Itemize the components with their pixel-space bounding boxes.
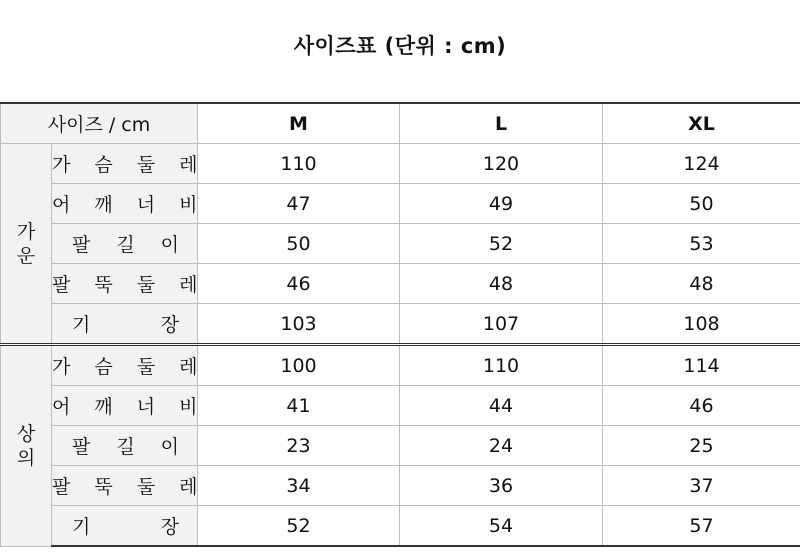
value-cell: 41 (198, 386, 400, 426)
measure-label: 팔 뚝 둘 레 (52, 466, 198, 506)
table-row (1, 386, 800, 426)
header-label-cell: 사이즈 / cm (1, 103, 198, 144)
table-row (1, 426, 800, 466)
measure-label: 팔 길 이 (52, 426, 198, 466)
size-table (0, 102, 800, 547)
value-cell: 23 (198, 426, 400, 466)
group-label-outerwear (1, 144, 52, 345)
header-size-l: L (400, 103, 603, 144)
group-label-top (1, 345, 52, 547)
value-cell: 25 (603, 426, 800, 466)
value-cell: 24 (400, 426, 603, 466)
measure-label: 기 장 (52, 304, 198, 345)
group-label-line: 운 (16, 244, 36, 267)
page-title: 사이즈표 (단위 : cm) (293, 34, 507, 58)
table-row (1, 224, 800, 264)
measure-label: 가 슴 둘 레 (52, 345, 198, 386)
value-cell: 48 (603, 264, 800, 304)
value-cell: 57 (603, 506, 800, 547)
header-size-m: M (198, 103, 400, 144)
measure-label: 팔 뚝 둘 레 (52, 264, 198, 304)
measure-label: 어 깨 너 비 (52, 386, 198, 426)
measure-label: 가 슴 둘 레 (52, 144, 198, 184)
value-cell: 114 (603, 345, 800, 386)
measure-label: 기 장 (52, 506, 198, 547)
value-cell: 50 (603, 184, 800, 224)
value-cell: 52 (198, 506, 400, 547)
group-label-line: 상 (16, 422, 36, 445)
table-row (1, 506, 800, 547)
table-row (1, 304, 800, 345)
value-cell: 46 (198, 264, 400, 304)
value-cell: 49 (400, 184, 603, 224)
value-cell: 53 (603, 224, 800, 264)
table-header-row (1, 103, 800, 144)
value-cell: 50 (198, 224, 400, 264)
value-cell: 48 (400, 264, 603, 304)
group-label-line: 가 (16, 220, 36, 243)
value-cell: 120 (400, 144, 603, 184)
value-cell: 107 (400, 304, 603, 345)
table-row (1, 144, 800, 184)
value-cell: 124 (603, 144, 800, 184)
table-row (1, 345, 800, 386)
measure-label: 어 깨 너 비 (52, 184, 198, 224)
table-row (1, 184, 800, 224)
value-cell: 37 (603, 466, 800, 506)
value-cell: 110 (198, 144, 400, 184)
measure-label: 팔 길 이 (52, 224, 198, 264)
group-label-line: 의 (16, 446, 36, 469)
value-cell: 44 (400, 386, 603, 426)
table-row (1, 466, 800, 506)
value-cell: 108 (603, 304, 800, 345)
value-cell: 34 (198, 466, 400, 506)
value-cell: 52 (400, 224, 603, 264)
table-row (1, 264, 800, 304)
value-cell: 54 (400, 506, 603, 547)
value-cell: 46 (603, 386, 800, 426)
value-cell: 47 (198, 184, 400, 224)
value-cell: 36 (400, 466, 603, 506)
header-size-xl: XL (603, 103, 800, 144)
value-cell: 103 (198, 304, 400, 345)
value-cell: 110 (400, 345, 603, 386)
value-cell: 100 (198, 345, 400, 386)
